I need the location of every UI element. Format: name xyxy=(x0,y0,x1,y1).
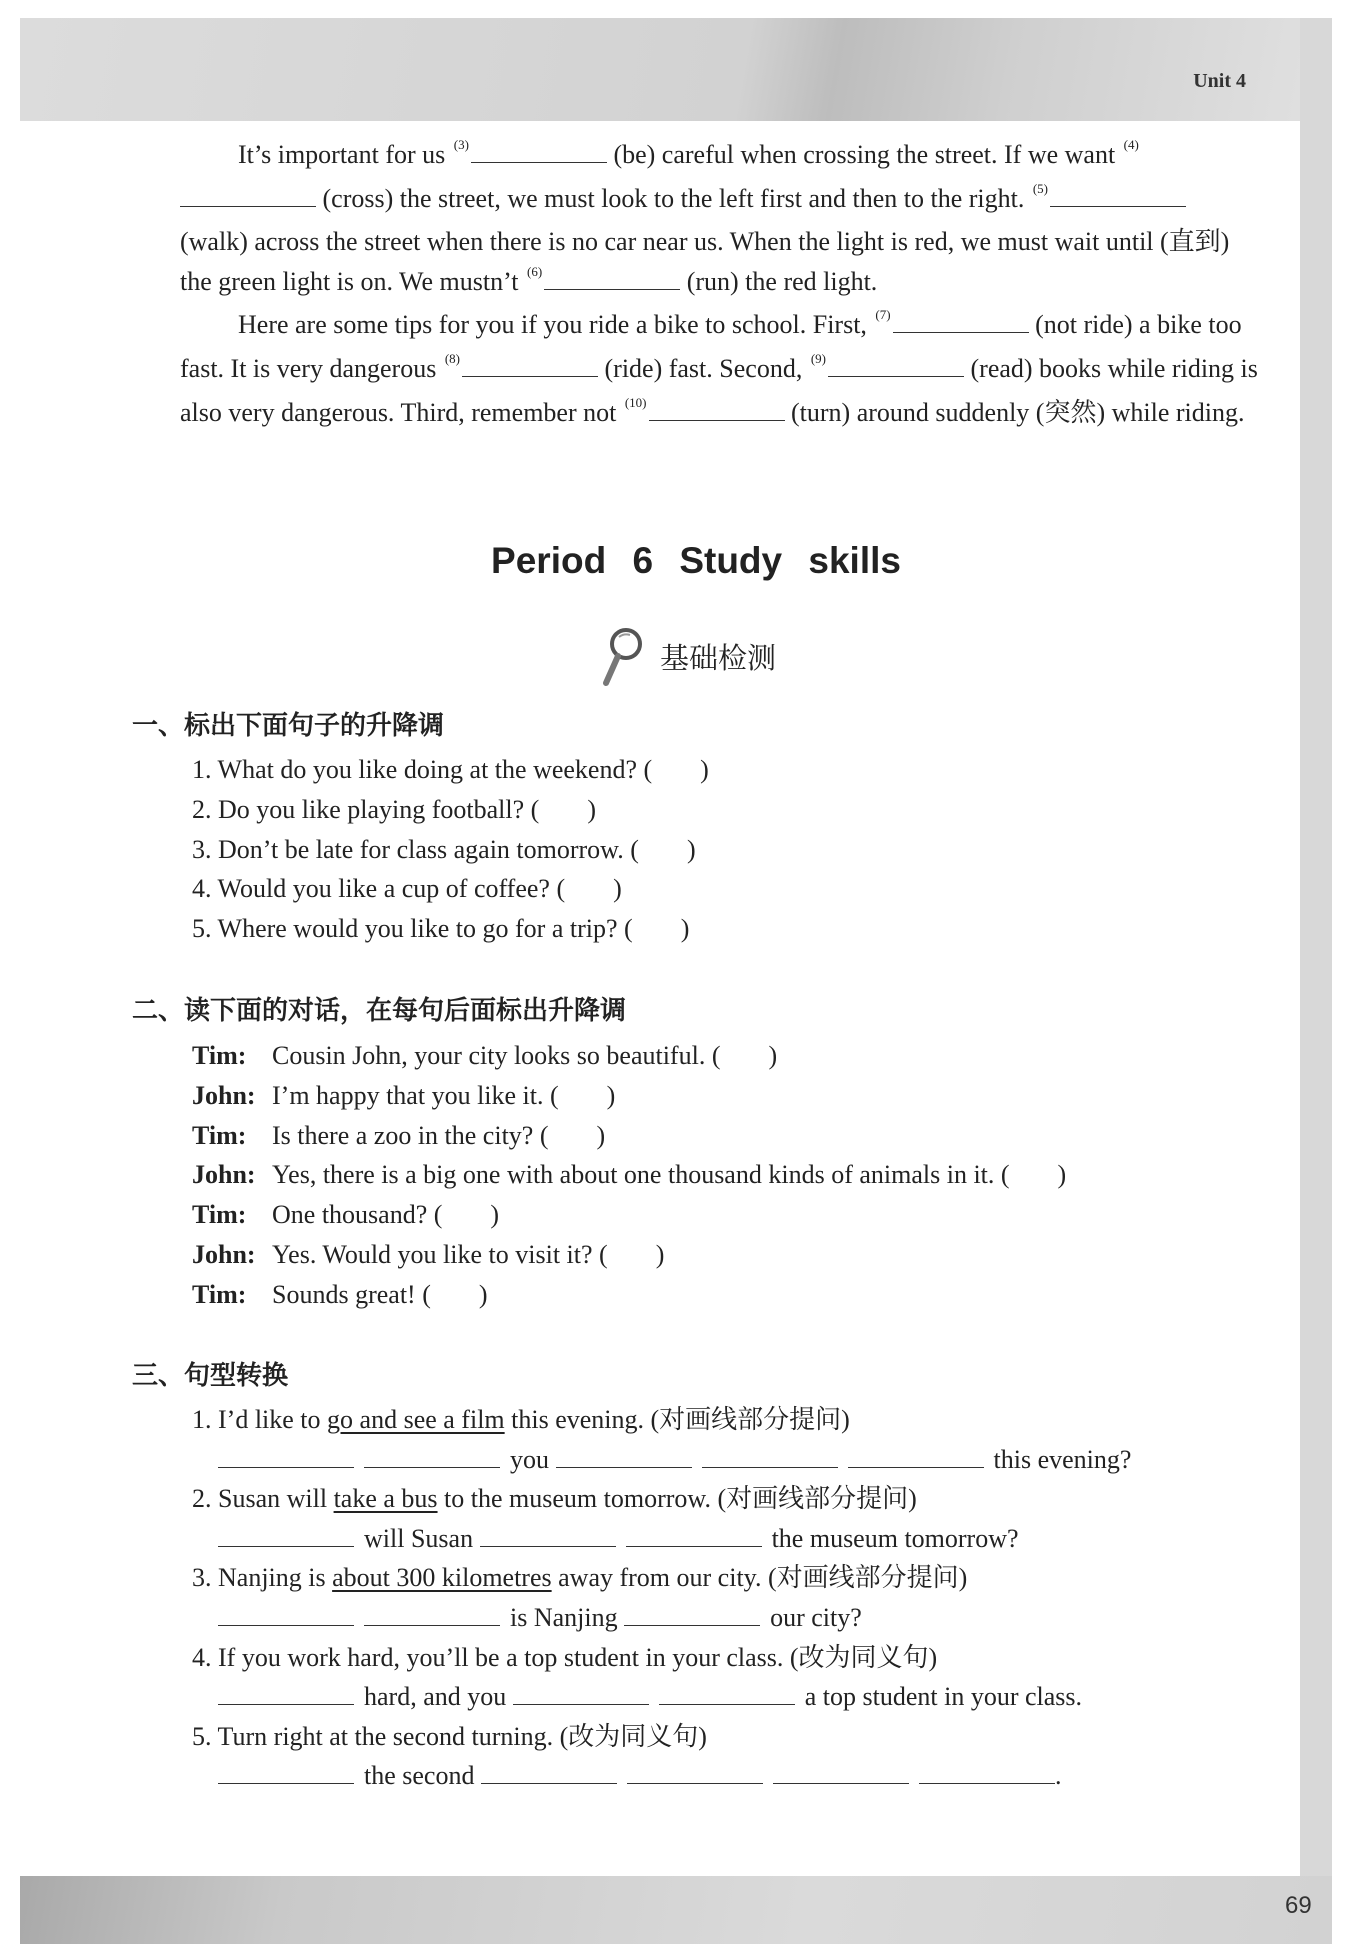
passage-text: (walk) across the street when there is no car near us. When the light is red, we must wait until (直到) the green light is on. We mustn’t xyxy=(180,227,1230,296)
answer-slot[interactable] xyxy=(1010,1155,1058,1195)
passage-text: (be) careful when crossing the street. If we want xyxy=(613,140,1116,169)
answer-slot[interactable] xyxy=(559,1076,607,1116)
blank-number: (7) xyxy=(875,307,891,323)
question-3 xyxy=(192,1558,1212,1598)
answer-text: you xyxy=(510,1444,549,1474)
section-3-heading: 三、句型转换 xyxy=(132,1361,289,1391)
close-paren: ) xyxy=(596,1120,606,1150)
answer-text: is Nanjing xyxy=(510,1602,618,1632)
answer-line-4 xyxy=(192,1677,1212,1717)
answer-text: our city? xyxy=(770,1602,862,1632)
passage-paragraph-1 xyxy=(180,135,1260,305)
fill-blank-8[interactable] xyxy=(462,356,598,377)
question-1 xyxy=(192,1400,1212,1440)
answer-text: a top student in your class. xyxy=(804,1682,1083,1712)
passage-text: Here are some tips for you if you ride a bike to school. First, xyxy=(238,310,867,340)
answer-blank[interactable] xyxy=(218,1524,354,1547)
blank-number: (8) xyxy=(444,350,460,366)
speaker-name: Tim: xyxy=(192,1120,247,1150)
magnifier-icon xyxy=(600,625,646,687)
answer-blank[interactable] xyxy=(218,1445,354,1468)
footer-band xyxy=(20,1876,1332,1944)
blank-number: (5) xyxy=(1032,180,1049,196)
line-text: Yes, there is a big one with about one thousand kinds of animals in it. ( xyxy=(272,1160,1010,1190)
passage-text: (read) books while riding is also very dangerous. Third, remember not xyxy=(180,353,1258,427)
blank-number: (10) xyxy=(624,394,647,410)
question-text: this evening. (对画线部分提问) xyxy=(511,1405,850,1434)
question-text: 1. I’d like to xyxy=(192,1405,321,1434)
answer-text: . xyxy=(1054,1761,1062,1791)
answer-text: the museum tomorrow? xyxy=(771,1523,1019,1553)
fill-blank-9[interactable] xyxy=(828,356,964,377)
fill-blank-6[interactable] xyxy=(544,269,680,290)
underlined-phrase: about 300 kilometres xyxy=(332,1563,552,1593)
speaker-name: Tim: xyxy=(192,1279,247,1309)
answer-blank[interactable] xyxy=(848,1445,984,1468)
passage-text: (ride) fast. Second, xyxy=(604,353,803,383)
dialogue-line xyxy=(192,1155,1212,1195)
question-text: 3. Nanjing is xyxy=(192,1563,326,1593)
answer-blank[interactable] xyxy=(919,1761,1055,1784)
answer-blank[interactable] xyxy=(480,1524,616,1547)
side-band xyxy=(1300,18,1332,1926)
fill-blank-4[interactable] xyxy=(180,186,316,207)
dialogue-line xyxy=(192,1036,1212,1076)
speaker-name: Tim: xyxy=(192,1041,247,1070)
passage-text: (run) the red light. xyxy=(686,266,878,296)
line-text: I’m happy that you like it. ( xyxy=(272,1080,559,1110)
answer-slot[interactable] xyxy=(549,1116,597,1156)
blank-number: (3) xyxy=(453,137,469,152)
fill-blank-10[interactable] xyxy=(649,400,785,421)
answer-line-1 xyxy=(192,1440,1212,1480)
question-text: 5. Turn right at the second turning. (改为同义句) xyxy=(192,1721,707,1751)
line-text: Cousin John, your city looks so beautiful. ( xyxy=(272,1041,721,1070)
line-text: Is there a zoo in the city? ( xyxy=(272,1120,549,1150)
speaker-name: John: xyxy=(192,1080,256,1110)
section-2-heading: 二、读下面的对话，在每句后面标出升降调 xyxy=(132,996,627,1026)
passage-text: (turn) around suddenly (突然) while riding. xyxy=(791,397,1245,427)
question-5 xyxy=(192,1717,1212,1757)
speaker-name: Tim: xyxy=(192,1200,247,1230)
answer-blank[interactable] xyxy=(659,1682,795,1705)
page-number: 69 xyxy=(1285,1892,1312,1919)
close-paren: ) xyxy=(655,1239,665,1269)
list-item xyxy=(192,830,1212,870)
list-item xyxy=(192,750,1212,790)
answer-slot[interactable] xyxy=(442,1195,490,1235)
line-text: One thousand? ( xyxy=(272,1200,443,1230)
close-paren: ) xyxy=(686,834,696,864)
section-2-dialogue xyxy=(192,1036,1212,1315)
close-paren: ) xyxy=(680,914,690,944)
answer-blank[interactable] xyxy=(218,1761,354,1784)
answer-blank[interactable] xyxy=(364,1603,500,1626)
close-paren: ) xyxy=(613,874,622,904)
question-text: 4. Would you like a cup of coffee? ( xyxy=(192,874,566,904)
fill-blank-5[interactable] xyxy=(1050,186,1186,207)
section-3-questions xyxy=(192,1400,1212,1796)
answer-text: hard, and you xyxy=(364,1682,507,1712)
answer-line-3 xyxy=(192,1598,1212,1638)
answer-blank[interactable] xyxy=(481,1761,617,1784)
blank-number: (4) xyxy=(1123,137,1139,152)
question-4 xyxy=(192,1638,1212,1678)
answer-slot[interactable] xyxy=(608,1235,656,1275)
passage-text: (cross) the street, we must look to the left first and then to the right. xyxy=(322,183,1025,213)
close-paren: ) xyxy=(478,1279,488,1309)
question-text: 3. Don’t be late for class again tomorrow. ( xyxy=(192,834,639,864)
close-paren: ) xyxy=(587,794,596,824)
dialogue-line xyxy=(192,1275,1212,1315)
dialogue-line xyxy=(192,1116,1212,1156)
answer-blank[interactable] xyxy=(556,1445,692,1468)
answer-slot[interactable] xyxy=(431,1275,479,1315)
answer-text: the second xyxy=(364,1761,475,1791)
answer-blank[interactable] xyxy=(702,1445,838,1468)
underlined-phrase: go and see a film xyxy=(327,1405,505,1434)
speaker-name: John: xyxy=(192,1160,256,1190)
passage-paragraph-2 xyxy=(180,305,1260,436)
question-text: 2. Do you like playing football? ( xyxy=(192,794,540,824)
question-text: to the museum tomorrow. (对画线部分提问) xyxy=(444,1484,917,1514)
period-title: Period 6 Study skills xyxy=(491,540,901,581)
line-text: Yes. Would you like to visit it? ( xyxy=(272,1239,608,1269)
passage-text: It’s important for us xyxy=(238,140,446,169)
answer-line-2 xyxy=(192,1519,1212,1559)
close-paren: ) xyxy=(606,1080,616,1110)
close-paren: ) xyxy=(768,1041,778,1070)
unit-label: Unit 4 xyxy=(1193,70,1246,92)
answer-blank[interactable] xyxy=(627,1761,763,1784)
section-1-questions xyxy=(192,750,1212,949)
basic-check-heading xyxy=(600,624,776,688)
answer-blank[interactable] xyxy=(364,1445,500,1468)
fill-blank-3[interactable] xyxy=(471,142,607,163)
speaker-name: John: xyxy=(192,1239,256,1269)
list-item xyxy=(192,909,1212,949)
question-text: 1. What do you like doing at the weekend? ( xyxy=(192,755,653,784)
close-paren: ) xyxy=(700,755,709,784)
blank-number: (9) xyxy=(810,350,826,366)
answer-text: will Susan xyxy=(364,1523,474,1553)
answer-slot[interactable] xyxy=(720,1036,768,1076)
dialogue-line xyxy=(192,1195,1212,1235)
question-text: 4. If you work hard, you’ll be a top student in your class. (改为同义句) xyxy=(192,1642,938,1672)
fill-blank-7[interactable] xyxy=(893,312,1029,333)
question-text: 5. Where would you like to go for a trip? ( xyxy=(192,914,633,944)
answer-blank[interactable] xyxy=(513,1682,649,1705)
answer-line-5 xyxy=(192,1756,1212,1796)
answer-blank[interactable] xyxy=(218,1603,354,1626)
list-item xyxy=(192,869,1212,909)
answer-blank[interactable] xyxy=(626,1524,762,1547)
basic-check-label: 基础检测 xyxy=(660,640,777,675)
question-text: away from our city. (对画线部分提问) xyxy=(558,1563,968,1593)
answer-blank[interactable] xyxy=(773,1761,909,1784)
question-text: 2. Susan will xyxy=(192,1484,328,1514)
header-band xyxy=(20,18,1332,121)
underlined-phrase: take a bus xyxy=(333,1484,438,1514)
answer-blank[interactable] xyxy=(218,1682,354,1705)
line-text: Sounds great! ( xyxy=(272,1279,431,1309)
question-2 xyxy=(192,1479,1212,1519)
reading-passage xyxy=(180,135,1260,436)
answer-text: this evening? xyxy=(993,1444,1132,1474)
dialogue-line xyxy=(192,1076,1212,1116)
blank-number: (6) xyxy=(527,263,543,279)
passage-text: (not ride) a bike too fast. It is very dangerous xyxy=(180,310,1242,383)
answer-blank[interactable] xyxy=(624,1603,760,1626)
section-1-heading: 一、标出下面句子的升降调 xyxy=(132,711,445,741)
list-item xyxy=(192,790,1212,830)
dialogue-line xyxy=(192,1235,1212,1275)
close-paren: ) xyxy=(1057,1160,1067,1190)
close-paren: ) xyxy=(490,1200,500,1230)
